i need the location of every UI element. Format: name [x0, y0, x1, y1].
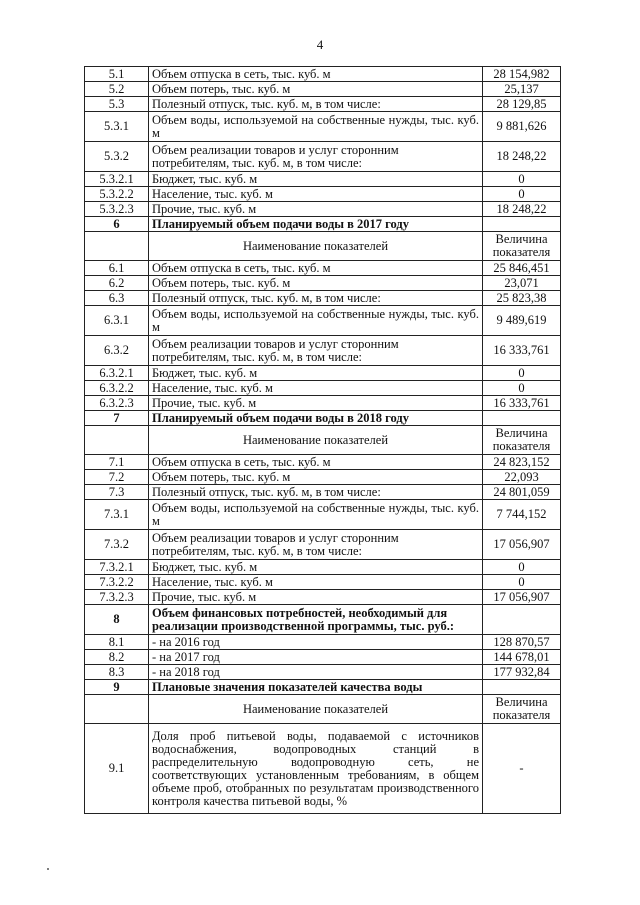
- indicator-value: 0: [483, 560, 561, 575]
- row-number: 7.3.2.1: [85, 560, 149, 575]
- row-number: 8.2: [85, 650, 149, 665]
- row-number: 7.3: [85, 485, 149, 500]
- section-row: [85, 605, 561, 635]
- indicator-value: 22,093: [483, 470, 561, 485]
- indicator-value: 144 678,01: [483, 650, 561, 665]
- table-row: [85, 172, 561, 187]
- indicator-name: Объем потерь, тыс. куб. м: [149, 470, 483, 485]
- indicator-name: Объем отпуска в сеть, тыс. куб. м: [149, 67, 483, 82]
- row-number: 5.1: [85, 67, 149, 82]
- row-number: 6.3.2.2: [85, 381, 149, 396]
- row-number: [85, 426, 149, 455]
- row-number: 7: [85, 411, 149, 426]
- indicator-name: Объем реализации товаров и услуг сторонним потребителям, тыс. куб. м, в том числе:: [149, 336, 483, 366]
- indicator-value: 128 870,57: [483, 635, 561, 650]
- table-row: [85, 306, 561, 336]
- table-row: [85, 112, 561, 142]
- indicator-value: 16 333,761: [483, 336, 561, 366]
- indicator-value: 23,071: [483, 276, 561, 291]
- table-row: [85, 336, 561, 366]
- table-row: [85, 97, 561, 112]
- indicator-name: - на 2017 год: [149, 650, 483, 665]
- indicator-value: [483, 217, 561, 232]
- indicator-value: 25,137: [483, 82, 561, 97]
- column-header-name: Наименование показателей: [149, 695, 483, 724]
- row-number: 6.3.2.1: [85, 366, 149, 381]
- indicator-name: Прочие, тыс. куб. м: [149, 590, 483, 605]
- row-number: 6.3.2: [85, 336, 149, 366]
- indicator-value: -: [483, 724, 561, 814]
- row-number: 9.1: [85, 724, 149, 814]
- row-number: 6.3.1: [85, 306, 149, 336]
- indicator-name: Полезный отпуск, тыс. куб. м, в том числе:: [149, 485, 483, 500]
- column-header-name: Наименование показателей: [149, 426, 483, 455]
- scan-speck: [47, 868, 49, 870]
- indicator-name: Полезный отпуск, тыс. куб. м, в том числе:: [149, 97, 483, 112]
- indicator-value: 9 489,619: [483, 306, 561, 336]
- indicator-value: 0: [483, 381, 561, 396]
- row-number: 5.3: [85, 97, 149, 112]
- table-row: [85, 470, 561, 485]
- row-number: 5.2: [85, 82, 149, 97]
- row-number: 7.2: [85, 470, 149, 485]
- section-title: Планируемый объем подачи воды в 2017 году: [149, 217, 483, 232]
- indicator-value: 25 823,38: [483, 291, 561, 306]
- table-row: [85, 366, 561, 381]
- row-number: 5.3.2.2: [85, 187, 149, 202]
- indicator-value: 0: [483, 172, 561, 187]
- indicator-name: Объем воды, используемой на собственные нужды, тыс. куб. м: [149, 112, 483, 142]
- indicator-name: - на 2016 год: [149, 635, 483, 650]
- section-title: Плановые значения показателей качества воды: [149, 680, 483, 695]
- indicator-value: 18 248,22: [483, 202, 561, 217]
- row-number: 6.3.2.3: [85, 396, 149, 411]
- indicator-value: 17 056,907: [483, 590, 561, 605]
- indicator-value: 9 881,626: [483, 112, 561, 142]
- indicator-name: Объем воды, используемой на собственные нужды, тыс. куб. м: [149, 306, 483, 336]
- row-number: 6.1: [85, 261, 149, 276]
- table-row: [85, 276, 561, 291]
- indicator-value: 17 056,907: [483, 530, 561, 560]
- column-header-value: Величина показателя: [483, 695, 561, 724]
- indicator-value: [483, 605, 561, 635]
- indicator-name: Полезный отпуск, тыс. куб. м, в том числе:: [149, 291, 483, 306]
- indicator-value: 16 333,761: [483, 396, 561, 411]
- table-row: [85, 82, 561, 97]
- column-header-row: [85, 426, 561, 455]
- indicator-value: 24 823,152: [483, 455, 561, 470]
- indicator-name: Объем потерь, тыс. куб. м: [149, 82, 483, 97]
- indicators-table: [84, 66, 561, 814]
- row-number: 5.3.2: [85, 142, 149, 172]
- indicator-value: 24 801,059: [483, 485, 561, 500]
- row-number: 7.3.2.2: [85, 575, 149, 590]
- row-number: 8.1: [85, 635, 149, 650]
- table-row: [85, 650, 561, 665]
- row-number: [85, 695, 149, 724]
- indicator-name: Бюджет, тыс. куб. м: [149, 172, 483, 187]
- indicator-name: Объем потерь, тыс. куб. м: [149, 276, 483, 291]
- indicator-name: - на 2018 год: [149, 665, 483, 680]
- section-row: [85, 680, 561, 695]
- row-number: [85, 232, 149, 261]
- table-row: [85, 724, 561, 814]
- row-number: 5.3.2.3: [85, 202, 149, 217]
- indicator-name: Доля проб питьевой воды, подаваемой с источников водоснабжения, водопроводных станций в распределительную водопроводную сеть, не соответствующих установленным требованиям, в общем объеме проб, отобранных по результатам производственного контроля качества питьевой воды, %: [149, 724, 483, 814]
- table-row: [85, 202, 561, 217]
- row-number: 6.2: [85, 276, 149, 291]
- row-number: 8: [85, 605, 149, 635]
- column-header-value: Величина показателя: [483, 426, 561, 455]
- column-header-name: Наименование показателей: [149, 232, 483, 261]
- section-title: Планируемый объем подачи воды в 2018 году: [149, 411, 483, 426]
- table-row: [85, 575, 561, 590]
- table-row: [85, 381, 561, 396]
- indicator-value: 0: [483, 187, 561, 202]
- row-number: 5.3.1: [85, 112, 149, 142]
- indicator-value: 0: [483, 366, 561, 381]
- indicator-name: Бюджет, тыс. куб. м: [149, 366, 483, 381]
- indicator-name: Объем воды, используемой на собственные нужды, тыс. куб. м: [149, 500, 483, 530]
- row-number: 7.3.1: [85, 500, 149, 530]
- table-row: [85, 261, 561, 276]
- indicator-name: Объем отпуска в сеть, тыс. куб. м: [149, 261, 483, 276]
- section-title: Объем финансовых потребностей, необходимый для реализации производственной программы, тыс. руб.:: [149, 605, 483, 635]
- table-row: [85, 455, 561, 470]
- indicator-name: Прочие, тыс. куб. м: [149, 202, 483, 217]
- indicator-value: 28 129,85: [483, 97, 561, 112]
- indicator-name: Население, тыс. куб. м: [149, 575, 483, 590]
- indicator-value: [483, 680, 561, 695]
- indicator-name: Население, тыс. куб. м: [149, 381, 483, 396]
- table-row: [85, 142, 561, 172]
- row-number: 7.3.2: [85, 530, 149, 560]
- indicator-value: 28 154,982: [483, 67, 561, 82]
- table-row: [85, 396, 561, 411]
- row-number: 6: [85, 217, 149, 232]
- row-number: 7.1: [85, 455, 149, 470]
- column-header-row: [85, 232, 561, 261]
- table-row: [85, 530, 561, 560]
- row-number: 8.3: [85, 665, 149, 680]
- indicator-name: Бюджет, тыс. куб. м: [149, 560, 483, 575]
- column-header-value: Величина показателя: [483, 232, 561, 261]
- indicator-value: 177 932,84: [483, 665, 561, 680]
- indicator-value: 25 846,451: [483, 261, 561, 276]
- row-number: 7.3.2.3: [85, 590, 149, 605]
- section-row: [85, 411, 561, 426]
- indicator-value: 0: [483, 575, 561, 590]
- indicator-name: Объем реализации товаров и услуг сторонним потребителям, тыс. куб. м, в том числе:: [149, 530, 483, 560]
- indicator-value: 7 744,152: [483, 500, 561, 530]
- table-row: [85, 291, 561, 306]
- table-row: [85, 590, 561, 605]
- indicator-value: [483, 411, 561, 426]
- indicator-value: 18 248,22: [483, 142, 561, 172]
- indicator-name: Объем реализации товаров и услуг сторонним потребителям, тыс. куб. м, в том числе:: [149, 142, 483, 172]
- row-number: 6.3: [85, 291, 149, 306]
- row-number: 5.3.2.1: [85, 172, 149, 187]
- indicator-name: Прочие, тыс. куб. м: [149, 396, 483, 411]
- table-row: [85, 187, 561, 202]
- table-row: [85, 500, 561, 530]
- table-row: [85, 635, 561, 650]
- table-row: [85, 665, 561, 680]
- table-row: [85, 560, 561, 575]
- page-number: 4: [316, 37, 324, 52]
- row-number: 9: [85, 680, 149, 695]
- indicator-name: Население, тыс. куб. м: [149, 187, 483, 202]
- section-row: [85, 217, 561, 232]
- table-row: [85, 485, 561, 500]
- table-row: [85, 67, 561, 82]
- indicator-name: Объем отпуска в сеть, тыс. куб. м: [149, 455, 483, 470]
- column-header-row: [85, 695, 561, 724]
